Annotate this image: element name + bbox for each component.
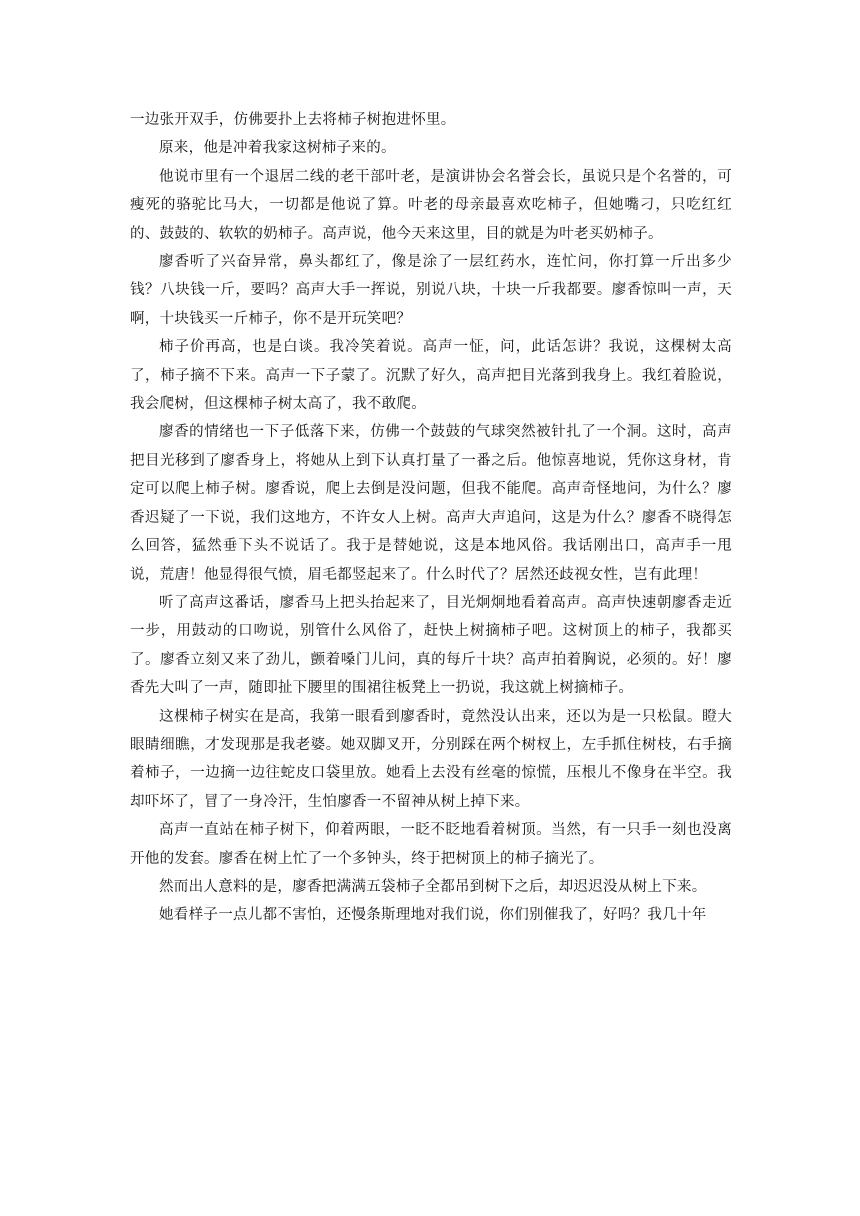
paragraph-2: 原来，他是冲着我家这树柿子来的。 — [159, 140, 396, 157]
paragraph-8: 这棵柿子树实在是高，我第一眼看到廖香时，竟然没认出来，还以为是一只松鼠。瞪大眼睛细瞧，才发现那是我老婆。她双脚叉开，分别踩在两个树杈上，左手抓住树枝，右手摘着柿子，一边摘一边往蛇皮口袋里放。她看上去没有丝毫的惊慌，压根儿不像身在半空。我却吓坏了，冒了一身冷汗，生怕廖香一不留神从树上掉下来。 — [130, 708, 732, 810]
paragraph-1: 一边张开双手，仿佛要扑上去将柿子树抱进怀里。 — [130, 112, 456, 128]
paragraph-6: 廖香的情绪也一下子低落下来，仿佛一个鼓鼓的气球突然被针扎了一个洞。这时，高声把目光移到了廖香身上，将她从上到下认真打量了一番之后。他惊喜地说，凭你这身材，肯定可以爬上柿子树。廖香说，爬上去倒是没问题，但我不能爬。高声奇怪地问，为什么？廖香迟疑了一下说，我们这地方，不许女人上树。高声大声追问，这是为什么？廖香不晓得怎么回答，猛然垂下头不说话了。我于是替她说，这是本地风俗。我话刚出口，高声手一甩说，荒唐！他显得很气愤，眉毛都竖起来了。什么时代了？居然还歧视女性，岂有此理！ — [130, 424, 732, 583]
paragraph-4: 廖香听了兴奋异常，鼻头都红了，像是涂了一层红药水，连忙问，你打算一斤出多少钱？八块钱一斤，要吗？高声大手一挥说，别说八块，十块一斤我都要。廖香惊叫一声，天啊，十块钱买一斤柿子，你不是开玩笑吧？ — [130, 254, 732, 327]
paragraph-9: 高声一直站在柿子树下，仰着两眼，一眨不眨地看着树顶。当然，有一只手一刻也没离开他的发套。廖香在树上忙了一个多钟头，终于把树顶上的柿子摘光了。 — [130, 822, 732, 867]
paragraph-10: 然而出人意料的是，廖香把满满五袋柿子全都吊到树下之后，却迟迟没从树上下来。 — [159, 878, 707, 895]
document-page — [130, 106, 732, 930]
paragraph-11: 她看样子一点儿都不害怕，还慢条斯理地对我们说，你们别催我了，好吗？我几十年 — [159, 907, 707, 924]
paragraph-3: 他说市里有一个退居二线的老干部叶老，是演讲协会名誉会长，虽说只是个名誉的，可瘦死的骆驼比马大，一切都是他说了算。叶老的母亲最喜欢吃柿子，但她嘴刁，只吃红红的、鼓鼓的、软软的奶柿子。高声说，他今天来这里，目的就是为叶老买奶柿子。 — [130, 168, 732, 242]
paragraph-5: 柿子价再高，也是白谈。我冷笑着说。高声一怔，问，此话怎讲？我说，这棵树太高了，柿子摘不下来。高声一下子蒙了。沉默了好久，高声把目光落到我身上。我红着脸说，我会爬树，但这棵柿子树太高了，我不敢爬。 — [130, 339, 732, 413]
paragraph-7: 听了高声这番话，廖香马上把头抬起来了，目光炯炯地看着高声。高声快速朝廖香走近一步，用鼓动的口吻说，别管什么风俗了，赶快上树摘柿子吧。这树顶上的柿子，我都买了。廖香立刻又来了劲儿，颤着嗓门儿问，真的每斤十块？高声拍着胸说，必须的。好！廖香先大叫了一声，随即扯下腰里的围裙往板凳上一扔说，我这就上树摘柿子。 — [130, 594, 732, 697]
